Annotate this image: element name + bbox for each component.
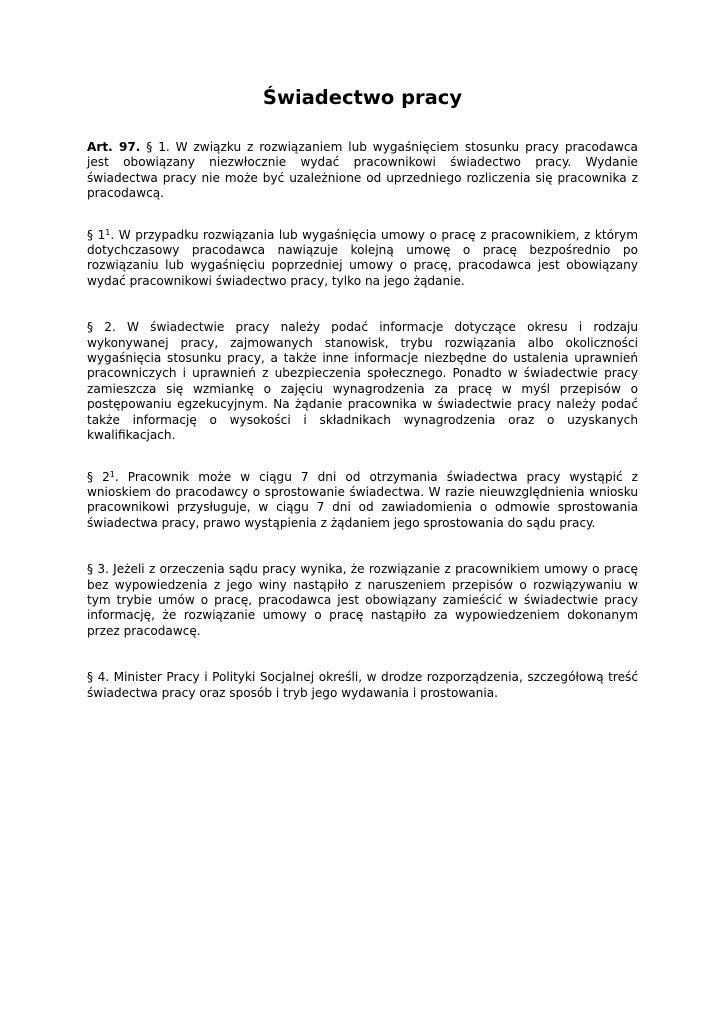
- paragraph-2-text: W świadectwie pracy należy podać informacje dotyczące okresu i rodzaju wykonywanej pracy, zajmowanych stanowisk, trybu rozwiązania albo okoliczności wygaśnięcia stosunku pracy, a także inne informacje niezbędne do ustalenia uprawnień pracowniczych i uprawnień z ubezpieczenia społecznego. Ponadto w świadectwie pracy zamieszcza się wzmiankę o zajęciu wynagrodzenia za pracę w myśl przepisów o postępowaniu egzekucyjnym. Na żądanie pracownika w świadectwie pracy należy podać także informację o wysokości i składnikach wynagrodzenia oraz o uzyskanych kwalifikacjach.: [87, 320, 638, 443]
- paragraph-4-text: Minister Pracy i Polityki Socjalnej określi, w drodze rozporządzenia, szczegółową treść świadectwa pracy oraz sposób i tryb jego wydawania i prostowania.: [87, 670, 638, 700]
- paragraph-2-1: [87, 470, 638, 532]
- paragraph-3-prefix: § 3.: [87, 562, 109, 577]
- paragraph-2-prefix: § 2.: [87, 320, 116, 335]
- paragraph-2-1-prefix: § 2: [87, 469, 110, 484]
- paragraph-1-text: W związku z rozwiązaniem lub wygaśnięciem stosunku pracy pracodawca jest obowiązany niezwłocznie wydać pracownikowi świadectwo pracy. Wydanie świadectwa pracy nie może być uzależnione od uprzedniego rozliczenia się pracownika z pracodawcą.: [87, 140, 638, 201]
- paragraph-1-prefix: § 1.: [146, 140, 170, 154]
- paragraph-3-text: Jeżeli z orzeczenia sądu pracy wynika, że rozwiązanie z pracownikiem umowy o pracę bez wypowiedzenia z jego winy nastąpiło z naruszeniem przepisów o rozwiązywaniu w tym trybie umów o pracę, pracodawca jest obowiązany zamieścić w świadectwie pracy informację, że rozwiązanie umowy o pracę nastąpiło za wypowiedzeniem dokonanym przez pracodawcę.: [87, 562, 638, 638]
- document-title: Świadectwo pracy: [262, 86, 463, 109]
- paragraph-1-1-text: . W przypadku rozwiązania lub wygaśnięcia umowy o pracę z pracownikiem, z którym dotychczasowy pracodawca nawiązuje kolejną umowę o pracę bezpośrednio po rozwiązaniu lub wygaśnięciu poprzedniej umowy o pracę, pracodawca jest obowiązany wydać pracownikowi świadectwo pracy, tylko na jego żądanie.: [87, 227, 638, 288]
- article-label: Art. 97.: [87, 140, 141, 154]
- paragraph-3: [87, 562, 638, 639]
- paragraph-2: [87, 320, 638, 443]
- paragraph-4-prefix: § 4.: [87, 670, 110, 685]
- document-page: [87, 80, 638, 701]
- paragraph-4: [87, 670, 638, 701]
- paragraph-1-1-superscript: 1: [105, 227, 111, 237]
- paragraph-2-1-text: . Pracownik może w ciągu 7 dni od otrzymania świadectwa pracy wystąpić z wnioskiem do pracodawcy o sprostowanie świadectwa. W razie nieuwzględnienia wniosku pracownikowi przysługuje, w ciągu 7 dni od zawiadomienia o odmowie sprostowania świadectwa pracy, prawo wystąpienia z żądaniem jego sprostowania do sądu pracy.: [87, 469, 639, 530]
- paragraph-1-1-prefix: § 1: [87, 227, 106, 242]
- paragraph-2-1-superscript: 1: [109, 469, 115, 479]
- paragraph-1-1: [87, 228, 638, 290]
- paragraph-1: [87, 140, 638, 202]
